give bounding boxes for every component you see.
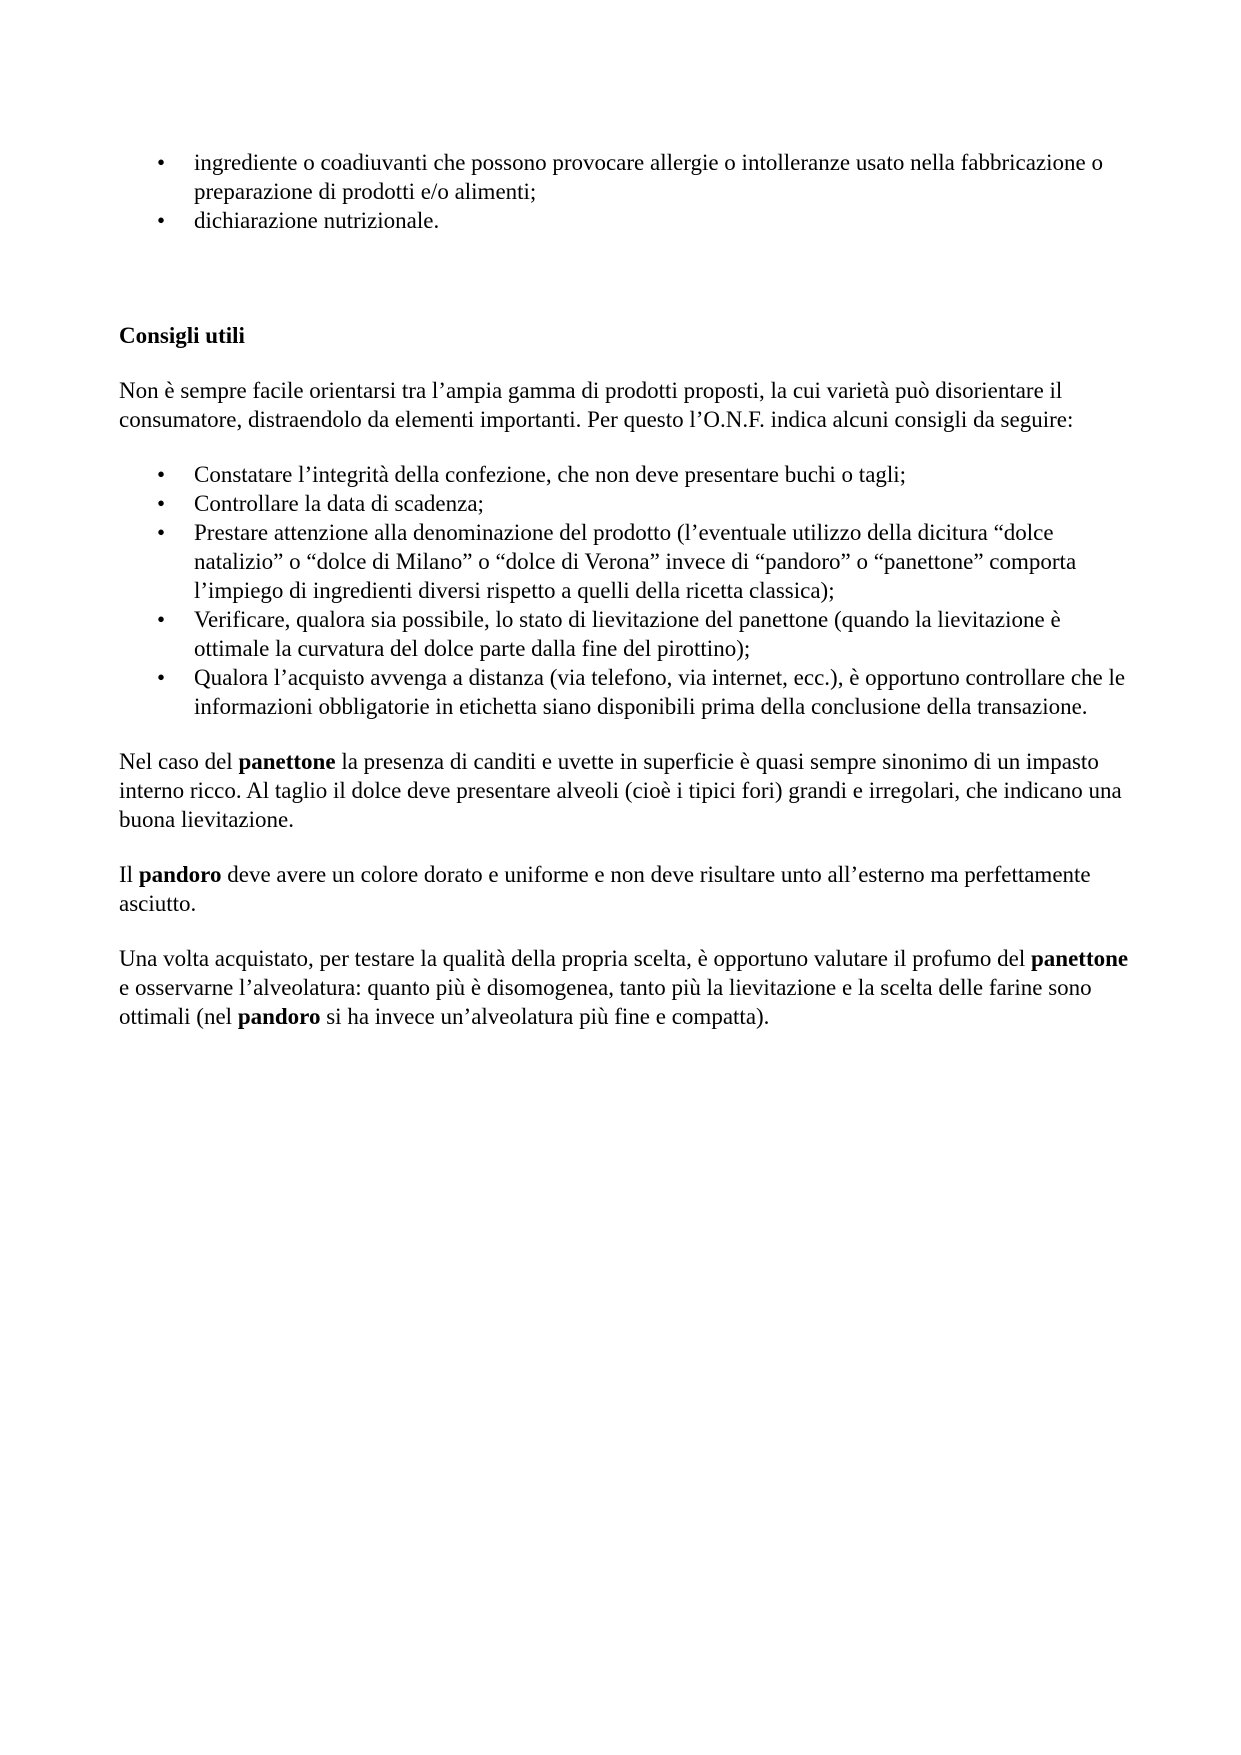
list-item (119, 663, 1129, 721)
bold-term-pandoro: pandoro (138, 862, 222, 887)
bullet-icon: • (157, 150, 166, 175)
bold-term-panettone: panettone (238, 749, 336, 774)
bullet-icon: • (157, 607, 166, 632)
list-item (119, 605, 1129, 663)
bullet-icon: • (157, 208, 166, 233)
bold-term-panettone: panettone (1031, 946, 1129, 971)
bullet-icon: • (157, 462, 166, 487)
bullet-icon: • (157, 491, 166, 516)
bullet-icon: • (157, 520, 166, 545)
list-item-text: ingrediente o coadiuvanti che possono provocare allergie o intolleranze usato nella fabbricazione o preparazione di prodotti e/o alimenti; (194, 150, 1103, 204)
list-item (119, 460, 1129, 489)
pandoro-paragraph (119, 860, 1129, 918)
paragraph-text: la presenza di canditi e uvette in superficie è quasi sempre sinonimo di un impasto interno ricco. Al taglio il dolce deve presentare alveoli (cioè i tipici fori) grandi e irregolari, che indicano una buona lievitazione. (119, 749, 1122, 832)
list-item-text: Qualora l’acquisto avvenga a distanza (via telefono, via internet, ecc.), è opportuno controllare che le informazioni obbligatorie in etichetta siano disponibili prima della conclusione della transazione. (194, 665, 1126, 719)
paragraph-text: Nel caso del (119, 749, 239, 774)
list-item-text: Constatare l’integrità della confezione, che non deve presentare buchi o tagli; (194, 462, 907, 487)
list-item-text: Prestare attenzione alla denominazione del prodotto (l’eventuale utilizzo della dicitura “dolce natalizio” o “dolce di Milano” o “dolce di Verona” invece di “pandoro” o “panettone” comporta l’impiego di ingredienti diversi rispetto a quelli della ricetta classica); (194, 520, 1077, 603)
paragraph-text: Il (119, 862, 139, 887)
paragraph-text: e osservarne l’alveolatura: quanto più è disomogenea, tanto più la lievitazione e la scelta delle farine sono ottimali (nel (119, 975, 1092, 1029)
list-item (119, 518, 1129, 605)
list-item (119, 489, 1129, 518)
list-item-text: dichiarazione nutrizionale. (194, 208, 440, 233)
document-body (119, 148, 1129, 1031)
list-item-text: Verificare, qualora sia possibile, lo stato di lievitazione del panettone (quando la lievitazione è ottimale la curvatura del dolce parte dalla fine del pirottino); (194, 607, 1061, 661)
bullet-icon: • (157, 665, 166, 690)
section-heading: Consigli utili (119, 323, 245, 348)
paragraph-text: deve avere un colore dorato e uniforme e non deve risultare unto all’esterno ma perfettamente asciutto. (119, 862, 1091, 916)
tips-bullet-list (119, 460, 1129, 721)
bold-term-pandoro: pandoro (237, 1004, 321, 1029)
intro-paragraph: Non è sempre facile orientarsi tra l’ampia gamma di prodotti proposti, la cui varietà può disorientare il consumatore, distraendolo da elementi importanti. Per questo l’O.N.F. indica alcuni consigli da seguire: (119, 378, 1074, 432)
panettone-paragraph (119, 747, 1129, 834)
paragraph-text: si ha invece un’alveolatura più fine e compatta). (320, 1004, 770, 1029)
list-item (119, 148, 1129, 206)
list-item (119, 206, 1129, 235)
list-item-text: Controllare la data di scadenza; (194, 491, 484, 516)
paragraph-text: Una volta acquistato, per testare la qualità della propria scelta, è opportuno valutare il profumo del (119, 946, 1032, 971)
final-paragraph (119, 944, 1129, 1031)
top-bullet-list (119, 148, 1129, 235)
